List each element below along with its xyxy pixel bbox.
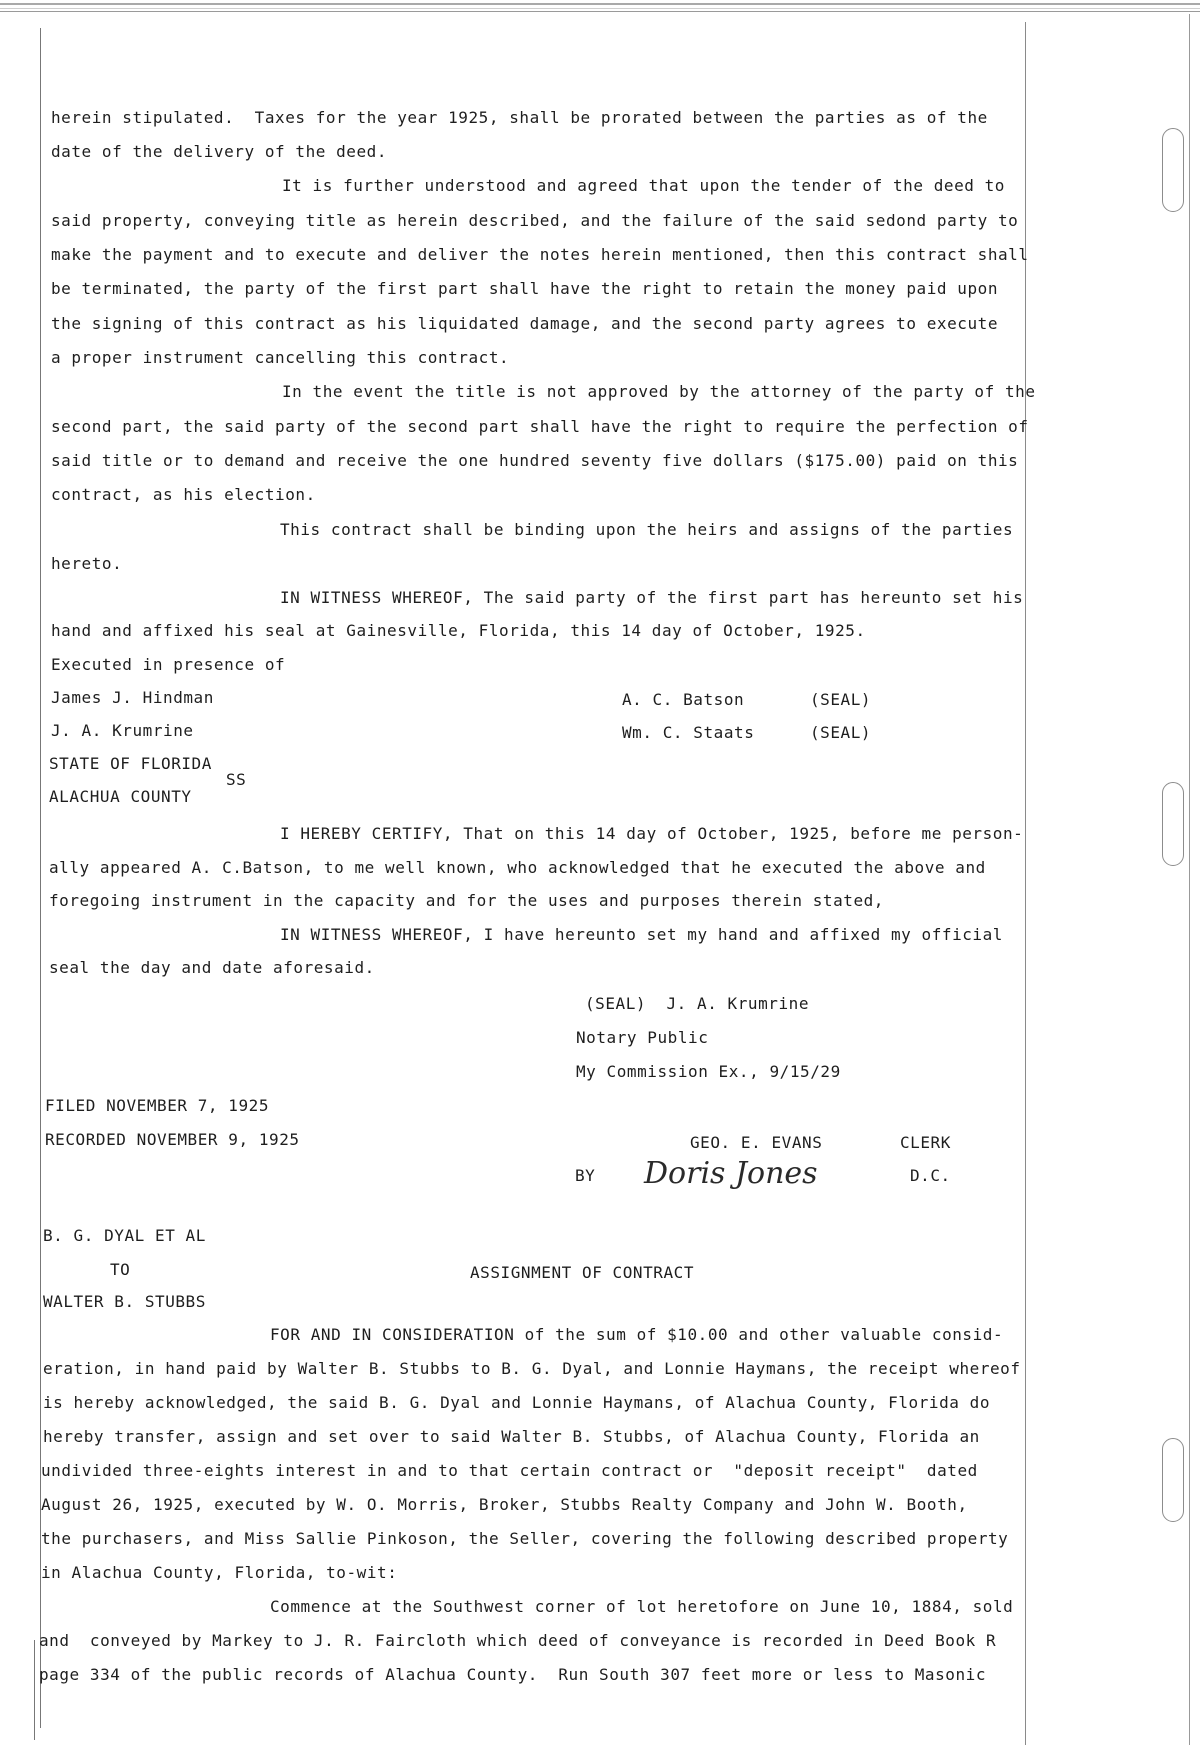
text-line: In the event the title is not approved by the attorney of the party of the (282, 382, 1036, 401)
text-line: herein stipulated. Taxes for the year 1925, shall be prorated between the parties as of the (51, 108, 988, 127)
right-margin-line (1025, 22, 1026, 1745)
section-title: ASSIGNMENT OF CONTRACT (470, 1263, 695, 1282)
text-line: in Alachua County, Florida, to-wit: (41, 1563, 398, 1582)
text-line: make the payment and to execute and deliver the notes herein mentioned, then this contract shall (51, 245, 1029, 264)
text-line: FOR AND IN CONSIDERATION of the sum of $10.00 and other valuable consid- (270, 1325, 1004, 1344)
deputy-clerk-signature (640, 1150, 870, 1196)
seal-label: (SEAL) (810, 723, 872, 742)
text-line: August 26, 1925, executed by W. O. Morris, Broker, Stubbs Realty Company and John W. Booth, (41, 1495, 968, 1514)
witness-name: J. A. Krumrine (51, 721, 194, 740)
venue-state: STATE OF FLORIDA (49, 754, 212, 773)
text-line: undivided three-eights interest in and to that certain contract or "deposit receipt" dated (41, 1461, 978, 1480)
text-line: eration, in hand paid by Walter B. Stubbs to B. G. Dyal, and Lonnie Haymans, the receipt whereof (43, 1359, 1021, 1378)
text-line: a proper instrument cancelling this contract. (51, 348, 510, 367)
party-to-label: TO (110, 1260, 131, 1279)
by-label: BY (575, 1166, 596, 1185)
text-line: is hereby acknowledged, the said B. G. Dyal and Lonnie Haymans, of Alachua County, Florida do (43, 1393, 991, 1412)
notary-commission: My Commission Ex., 9/15/29 (576, 1062, 841, 1081)
text-line: said title or to demand and receive the one hundred seventy five dollars ($175.00) paid on this (51, 451, 1019, 470)
clerk-name: GEO. E. EVANS (690, 1133, 823, 1152)
text-line: I HEREBY CERTIFY, That on this 14 day of October, 1925, before me person- (280, 824, 1024, 843)
filed-date: FILED NOVEMBER 7, 1925 (45, 1096, 270, 1115)
signer-name: A. C. Batson (622, 690, 745, 709)
signer-name: Wm. C. Staats (622, 723, 755, 742)
text-line: hand and affixed his seal at Gainesville, Florida, this 14 day of October, 1925. (51, 621, 866, 640)
recorded-date: RECORDED NOVEMBER 9, 1925 (45, 1130, 300, 1149)
clerk-title: CLERK (900, 1133, 951, 1152)
text-line: contract, as his election. (51, 485, 316, 504)
text-line: hereto. (51, 554, 123, 573)
text-line: foregoing instrument in the capacity and for the uses and purposes therein stated, (49, 891, 884, 910)
page-edge (1189, 14, 1190, 1745)
text-line: the signing of this contract as his liquidated damage, and the second party agrees to execute (51, 314, 999, 333)
punch-hole (1162, 128, 1184, 212)
text-line: page 334 of the public records of Alachua County. Run South 307 feet more or less to Masonic (39, 1665, 987, 1684)
seal-label: (SEAL) (810, 690, 872, 709)
text-line: and conveyed by Markey to J. R. Faircloth which deed of conveyance is recorded in Deed Book R (39, 1631, 997, 1650)
signature-text: Doris Jones (644, 1156, 818, 1191)
text-line: be terminated, the party of the first part shall have the right to retain the money paid upon (51, 279, 999, 298)
text-line: seal the day and date aforesaid. (49, 958, 375, 977)
text-line: This contract shall be binding upon the heirs and assigns of the parties (280, 520, 1014, 539)
venue-ss: SS (226, 770, 247, 789)
text-line: IN WITNESS WHEREOF, I have hereunto set my hand and affixed my official (280, 925, 1003, 944)
text-line: IN WITNESS WHEREOF, The said party of the first part has hereunto set his (280, 588, 1024, 607)
deputy-clerk-label: D.C. (910, 1166, 951, 1185)
party-to: WALTER B. STUBBS (43, 1292, 206, 1311)
punch-hole (1162, 782, 1184, 866)
text-line: Commence at the Southwest corner of lot heretofore on June 10, 1884, sold (270, 1597, 1014, 1616)
text-line: It is further understood and agreed that upon the tender of the deed to (282, 176, 1005, 195)
text-line: Executed in presence of (51, 655, 286, 674)
text-line: date of the delivery of the deed. (51, 142, 388, 161)
text-line: ally appeared A. C.Batson, to me well known, who acknowledged that he executed the above and (49, 858, 986, 877)
punch-hole (1162, 1438, 1184, 1522)
notary-signature-line: (SEAL) J. A. Krumrine (585, 994, 810, 1013)
text-line: the purchasers, and Miss Sallie Pinkoson, the Seller, covering the following described property (41, 1529, 1009, 1548)
text-line: hereby transfer, assign and set over to said Walter B. Stubbs, of Alachua County, Florida an (43, 1427, 980, 1446)
witness-name: James J. Hindman (51, 688, 214, 707)
text-line: second part, the said party of the second part shall have the right to require the perfection of (51, 417, 1029, 436)
top-rule (0, 0, 1200, 14)
notary-title: Notary Public (576, 1028, 709, 1047)
text-line: said property, conveying title as herein described, and the failure of the said sedond party to (51, 211, 1019, 230)
left-margin-line-lower (34, 1640, 35, 1740)
party-from: B. G. DYAL ET AL (43, 1226, 206, 1245)
venue-county: ALACHUA COUNTY (49, 787, 192, 806)
